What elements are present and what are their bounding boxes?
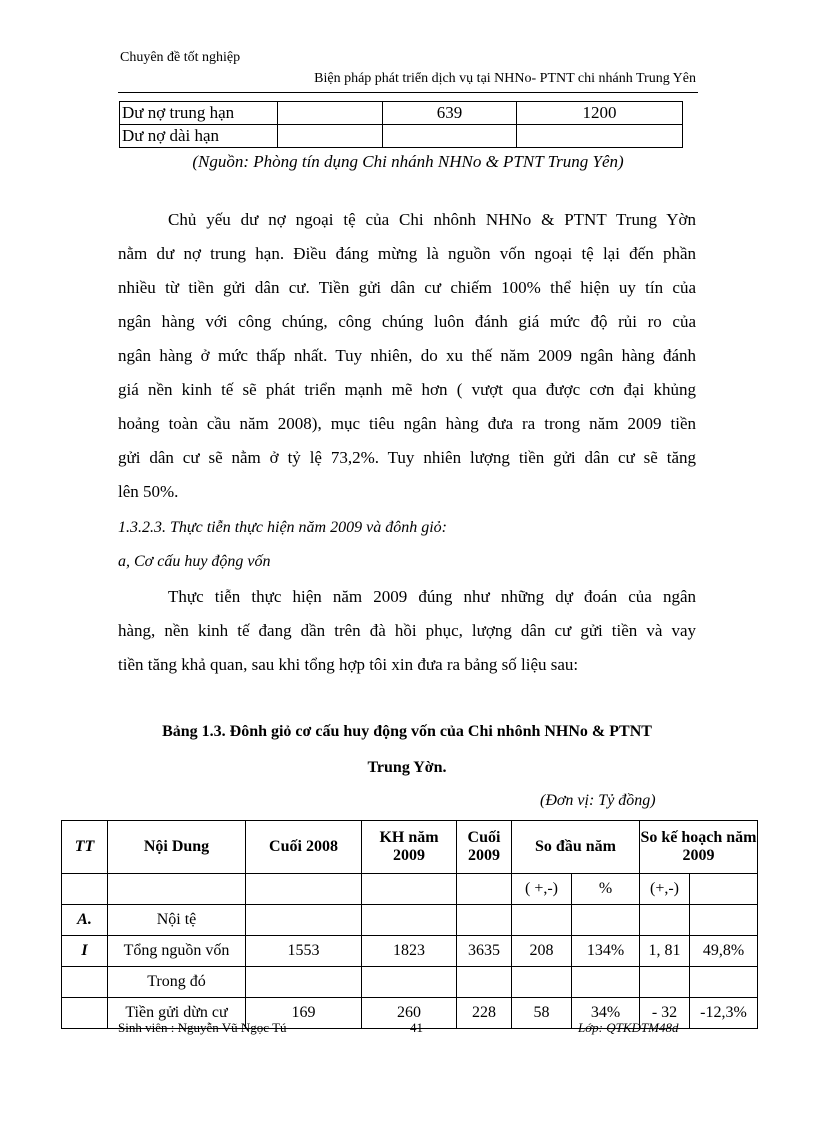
table-cell: 134% [572, 936, 640, 967]
table-cell: 1823 [362, 936, 457, 967]
table-cell: 208 [512, 936, 572, 967]
table-cell [383, 125, 517, 148]
paragraph-line: nằm dư nợ trung hạn. Điều đáng mừng là nguồn vốn ngoại tệ lại đến phần [118, 244, 696, 263]
paragraph-line: ngân hàng ở mức thấp nhất. Tuy nhiên, do xu thế năm 2009 ngân hàng đánh [118, 346, 696, 365]
paragraph-line: Thực tiễn thực hiện năm 2009 đúng như những dự đoán của ngân [168, 587, 696, 606]
paragraph-foreign-currency [118, 203, 696, 509]
table-cell [362, 967, 457, 998]
table-cell [62, 967, 108, 998]
paragraph-line: hàng, nền kinh tế đang dần trên đà hồi phục, lượng dân cư gửi tiền và vay [118, 621, 696, 640]
table-cell [690, 967, 758, 998]
table-cell [246, 967, 362, 998]
table-cell: A. [62, 905, 108, 936]
header-rule [118, 92, 698, 93]
table-cell: 1, 81 [640, 936, 690, 967]
table-cell [62, 998, 108, 1029]
table-cell [246, 905, 362, 936]
table-cell [457, 874, 512, 905]
table-credit-continuation [119, 101, 683, 148]
table-cell: Dư nợ dài hạn [120, 125, 278, 148]
table-cell [572, 905, 640, 936]
table-cell: 34% [572, 998, 640, 1029]
table-cell: 58 [512, 998, 572, 1029]
unit-note: (Đơn vị: Tỷ đồng) [540, 792, 656, 809]
table-cell [457, 967, 512, 998]
table-cell [278, 102, 383, 125]
table-cell [517, 125, 683, 148]
table-cell [690, 905, 758, 936]
table-cell: - 32 [640, 998, 690, 1029]
subheader-cell [690, 874, 758, 905]
table-cell [362, 905, 457, 936]
table-cell: 3635 [457, 936, 512, 967]
table-row [62, 967, 758, 998]
table-cell: 639 [383, 102, 517, 125]
header-cell: TT [62, 821, 108, 874]
paragraph-line: giá nền kinh tế sẽ phát triển mạnh mẽ hơn ( vượt qua được cơn đại khủng [118, 380, 696, 399]
paragraph-line: nhiều từ tiền gửi dân cư. Tiền gửi dân cư chiếm 100% thể hiện uy tín của [118, 278, 696, 297]
table-caption: Bảng 1.3. Đônh giỏ cơ cấu huy động vốn của Chi nhônh NHNo & PTNT [162, 723, 652, 740]
table-cell [640, 905, 690, 936]
header-cell: So kế hoạch năm 2009 [640, 821, 758, 874]
table-source-note: (Nguồn: Phòng tín dụng Chi nhánh NHNo & PTNT Trung Yên) [192, 152, 624, 171]
section-heading: 1.3.2.3. Thực tiễn thực hiện năm 2009 và đônh giỏ: [118, 519, 447, 536]
table-cell [512, 905, 572, 936]
subsection-heading: a, Cơ cấu huy động vốn [118, 553, 271, 570]
table-cell: Tiền gửi dừn cư [108, 998, 246, 1029]
paragraph-line: tiền tăng khả quan, sau khi tổng hợp tôi xin đưa ra bảng số liệu sau: [118, 655, 579, 674]
table-cell: Nội tệ [108, 905, 246, 936]
paragraph-line: lên 50%. [118, 482, 179, 501]
table-row [120, 125, 683, 148]
footer-class: Lớp: QTKDTM48d [578, 1020, 679, 1035]
table-cell: Trong đó [108, 967, 246, 998]
header-cell: Cuối 2009 [457, 821, 512, 874]
paragraph-line: ngân hàng với công chúng, công chúng luôn đánh giá mức độ rủi ro của [118, 312, 696, 331]
table-cell [246, 874, 362, 905]
table-cell [572, 967, 640, 998]
table-row [62, 905, 758, 936]
table-cell [512, 967, 572, 998]
footer-page-number: 41 [410, 1020, 423, 1035]
header-cell: Cuối 2008 [246, 821, 362, 874]
table-cell: -12,3% [690, 998, 758, 1029]
table-cell: Dư nợ trung hạn [120, 102, 278, 125]
table-cell: 169 [246, 998, 362, 1029]
table-cell: I [62, 936, 108, 967]
table-cell: 228 [457, 998, 512, 1029]
footer-student: Sinh viên : Nguyễn Vũ Ngọc Tú [118, 1020, 287, 1035]
table-cell: 260 [362, 998, 457, 1029]
header-cell: KH năm 2009 [362, 821, 457, 874]
table-header-row [62, 821, 758, 874]
table-cell: Tổng nguồn vốn [108, 936, 246, 967]
table-caption-line2: Trung Yờn. [367, 759, 447, 776]
subheader-cell: ( +,-) [512, 874, 572, 905]
table-cell [362, 874, 457, 905]
subheader-cell: % [572, 874, 640, 905]
header-cell: Nội Dung [108, 821, 246, 874]
table-cell [278, 125, 383, 148]
table-capital-structure [61, 820, 758, 1029]
table-cell [108, 874, 246, 905]
table-cell [62, 874, 108, 905]
subheader-cell: (+,-) [640, 874, 690, 905]
paragraph-line: Chủ yếu dư nợ ngoại tệ của Chi nhônh NHNo & PTNT Trung Yờn [168, 210, 696, 229]
table-row [62, 936, 758, 967]
paragraph-line: hoảng toàn cầu năm 2008), mục tiêu ngân hàng đưa ra trong năm 2009 tiền [118, 414, 696, 433]
header-right: Biện pháp phát triển dịch vụ tại NHNo- PTNT chi nhánh Trung Yên [314, 71, 696, 86]
header-left: Chuyên đề tốt nghiệp [120, 50, 241, 65]
paragraph-practice-2009 [118, 580, 696, 682]
table-cell [640, 967, 690, 998]
table-cell: 49,8% [690, 936, 758, 967]
header-cell: So đầu năm [512, 821, 640, 874]
table-cell: 1553 [246, 936, 362, 967]
paragraph-line: gửi dân cư sẽ nằm ở tỷ lệ 73,2%. Tuy nhiên lượng tiền gửi dân cư sẽ tăng [118, 448, 696, 467]
table-cell [457, 905, 512, 936]
table-subheader-row [62, 874, 758, 905]
table-cell: 1200 [517, 102, 683, 125]
table-row [120, 102, 683, 125]
